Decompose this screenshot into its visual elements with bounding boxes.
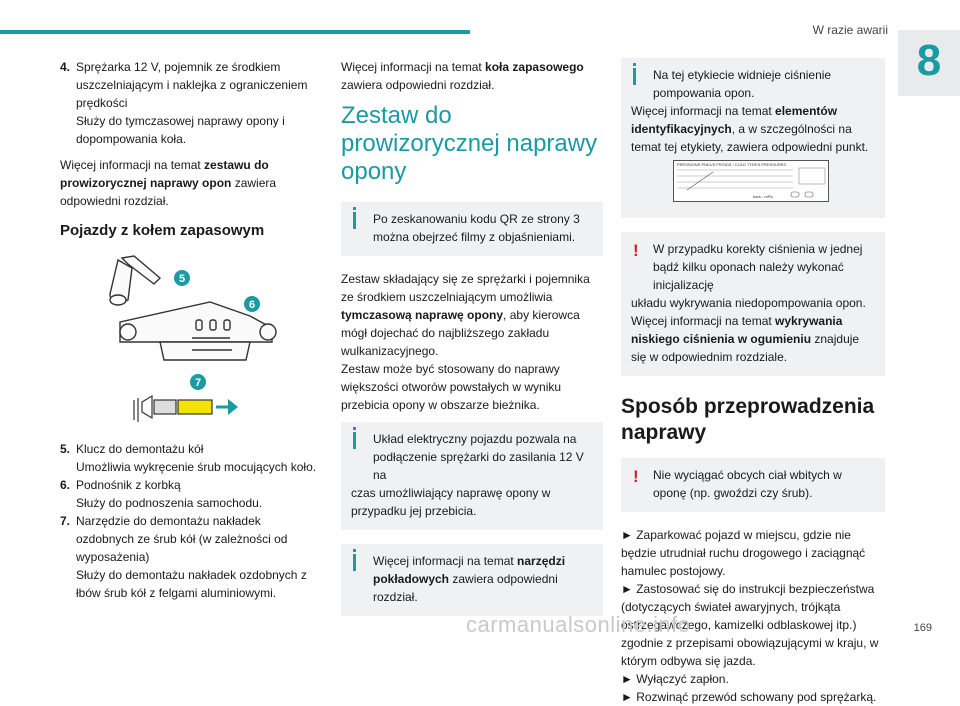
info-icon [353, 432, 356, 449]
repair-kit-heading: Zestaw do prowizorycznej naprawy opony [341, 102, 598, 185]
svg-text:7: 7 [194, 377, 202, 389]
ref-text-end: zawiera odpowiedni rozdział. [341, 78, 495, 92]
kit-bold: tymczasową naprawę opony [341, 308, 504, 322]
step-item: ► Wyłączyć zapłon. [621, 672, 729, 686]
step-item: ► Zastosować się do instrukcji bezpieczeństwa (dotyczących świateł awaryjnych, trójkąta ostrzegawczego, kamizelki odblaskowej itp.) zgodnie z przepisami obowiązującymi w kraju, w którym odbywa się jazda. [621, 582, 879, 668]
header-accent-bar [0, 30, 470, 34]
chapter-tab [898, 30, 960, 96]
warning-note-pressure [621, 232, 885, 376]
wheel-brace-icon [110, 256, 160, 305]
note-text-rest: czas umożliwiający naprawę opony w przypadku jej przebicia. [351, 486, 551, 518]
info-note-electric [341, 422, 603, 530]
warning-icon: ! [633, 467, 639, 486]
repair-procedure-heading: Sposób przeprowadzenia naprawy [621, 395, 875, 444]
item-number: 5. [60, 442, 71, 456]
spare-wheel-heading: Pojazdy z kołem zapasowym [60, 222, 265, 239]
spare-wheel-reference [341, 58, 603, 94]
ref-link[interactable]: narzędzi pokładowych [373, 554, 566, 586]
ref-text: Więcej informacji na temat [373, 554, 518, 568]
item-description: Służy do demontażu nakładek ozdobnych z łbów śrub kół z felgami aluminiowymi. [76, 568, 307, 600]
ref-text: Więcej informacji na temat [631, 104, 776, 118]
ref-link[interactable]: koła zapasowego [485, 60, 584, 74]
ref-text-end: zawiera odpowiedni rozdział. [60, 176, 277, 208]
info-note-label [621, 58, 885, 218]
item-number: 7. [60, 514, 71, 528]
ref-text-end: znajduje się w odpowiednim rozdziale. [631, 332, 860, 364]
item-number: 4. [60, 60, 71, 74]
svg-text:6: 6 [248, 299, 256, 311]
info-note-tools [341, 544, 603, 616]
item-number: 6. [60, 478, 71, 492]
kit-description [341, 270, 603, 414]
item-description: Służy do tymczasowej naprawy opony i dopompowania koła. [76, 114, 285, 146]
note-text-rest: układu wykrywania niedopompowania opon. [631, 296, 866, 310]
callout-7 [190, 374, 206, 390]
ref-text-end: zawiera odpowiedni rozdział. [373, 572, 558, 604]
watermark: carmanualsonline.info [466, 612, 691, 637]
cap-removal-tool-icon [134, 396, 238, 422]
kit-usage-text: Zestaw może być stosowany do naprawy większości otworów powstałych w wyniku przebicia opony w obszarze bieżnika. [341, 362, 562, 412]
ref-text: Więcej informacji na temat [631, 314, 776, 328]
column-middle [341, 58, 603, 630]
ref-link[interactable]: zestawu do prowizorycznej naprawy opon [60, 158, 269, 190]
kit-text-end: , aby kierowca mógł dojechać do najbliższego zakładu wulkanizacyjnego. [341, 308, 580, 358]
info-icon [353, 554, 356, 571]
note-text: Nie wyciągać obcych ciał wbitych w oponę (np. gwoździ czy śrub). [653, 468, 842, 500]
svg-text:5: 5 [178, 273, 186, 285]
note-text: Po zeskanowaniu kodu QR ze strony 3 można obejrzeć filmy z objaśnieniami. [373, 212, 580, 244]
svg-text:bars - mPa: bars - mPa [753, 194, 773, 199]
list-item-6 [60, 476, 322, 512]
chapter-number: 8 [916, 36, 942, 85]
info-icon [633, 68, 636, 85]
item-description: Służy do podnoszenia samochodu. [76, 496, 263, 510]
callout-6 [244, 296, 260, 312]
info-icon [353, 212, 356, 229]
note-text [373, 552, 593, 606]
warning-note-foreign [621, 458, 885, 512]
step-item: ► Zaparkować pojazd w miejscu, gdzie nie będzie utrudniał ruchu drogowego i zaciągnąć hamulec postojowy. [621, 528, 866, 578]
label-reference [631, 102, 875, 156]
kit-text: Zestaw składający się ze sprężarki i pojemnika ze środkiem uszczelniającym umożliwia [341, 272, 590, 304]
ref-text: Więcej informacji na temat [341, 60, 486, 74]
tools-illustration [100, 250, 280, 430]
tire-pressure-label-image [673, 160, 829, 202]
list-item-4 [60, 58, 322, 148]
item-title: Narzędzie do demontażu nakładek ozdobnych ze śrub kół (w zależności od wyposażenia) [76, 514, 288, 564]
list-item-7 [60, 512, 322, 602]
list-item-5 [60, 440, 322, 476]
ref-text-end: , a w szczególności na temat tej etykiety, zawiera odpowiedni punkt. [631, 122, 869, 154]
repair-kit-reference [60, 156, 322, 210]
note-text: Układ elektryczny pojazdu pozwala na podłączenie sprężarki do zasilania 12 V na [373, 432, 584, 482]
ref-link[interactable]: wykrywania niskiego ciśnienia w ogumieniu [631, 314, 843, 346]
item-title: Sprężarka 12 V, pojemnik ze środkiem uszczelniającym i naklejka z ograniczeniem prędkości [76, 60, 308, 110]
item-title: Klucz do demontażu kół [76, 442, 204, 456]
column-right [621, 58, 885, 706]
ref-link[interactable]: elementów identyfikacyjnych [631, 104, 838, 136]
callout-5 [174, 270, 190, 286]
warning-icon: ! [633, 241, 639, 260]
info-note-qr [341, 202, 603, 256]
ref-text: Więcej informacji na temat [60, 158, 205, 172]
note-text: Na tej etykiecie widnieje ciśnienie pompowania opon. [653, 68, 832, 100]
pressure-reference [631, 312, 875, 366]
note-text: W przypadku korekty ciśnienia w jednej bądź kilku oponach należy wykonać inicjalizację [653, 242, 863, 292]
svg-text:PRESSIONS PNEUS FROIDS / COLD: PRESSIONS PNEUS FROIDS / COLD TYRES PRESSURES [677, 162, 787, 167]
item-title: Podnośnik z korbką [76, 478, 181, 492]
item-description: Umożliwia wykręcenie śrub mocujących koło. [76, 460, 317, 474]
step-item: ► Rozwinąć przewód schowany pod sprężarką. [621, 690, 877, 704]
column-left [60, 58, 322, 602]
section-title: W razie awarii [812, 23, 888, 37]
page-number: 169 [913, 622, 932, 634]
